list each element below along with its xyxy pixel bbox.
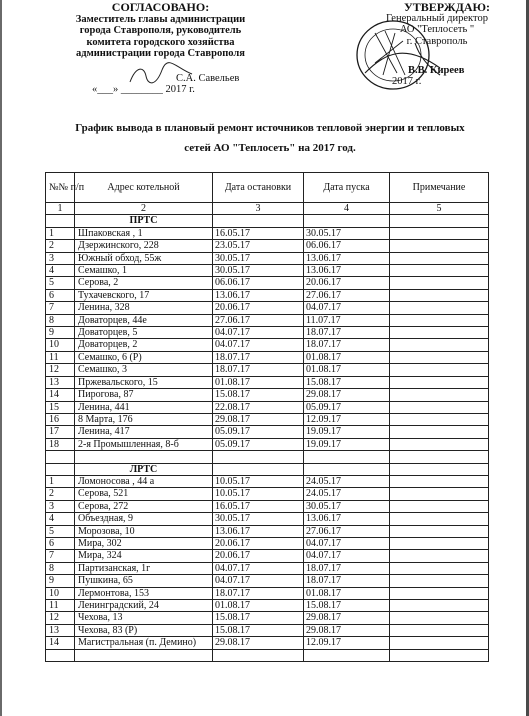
stop-date: 30.05.17	[213, 265, 304, 277]
boiler-address: Морозова, 10	[75, 525, 213, 537]
row-number: 13	[46, 376, 75, 388]
stop-date: 10.05.17	[213, 488, 304, 500]
boiler-address: Ленинградский, 24	[75, 599, 213, 611]
row-number: 14	[46, 389, 75, 401]
column-header: Адрес котельной	[75, 173, 213, 203]
row-number: 2	[46, 488, 75, 500]
approval-line: Заместитель главы администрации	[75, 14, 246, 26]
confirm-date: 2017 г.	[392, 76, 422, 87]
table-row	[46, 302, 489, 314]
note	[390, 277, 489, 289]
boiler-address: Шпаковская , 1	[75, 227, 213, 239]
table-row	[46, 277, 489, 289]
note	[390, 537, 489, 549]
blank-cell	[304, 451, 390, 463]
boiler-address: Доваторцев, 2	[75, 339, 213, 351]
stop-date: 30.05.17	[213, 513, 304, 525]
row-number: 5	[46, 525, 75, 537]
start-date: 18.07.17	[304, 562, 390, 574]
confirm-signature: В.В. Киреев	[408, 65, 465, 76]
stop-date: 13.06.17	[213, 289, 304, 301]
boiler-address: Ленина, 417	[75, 426, 213, 438]
note	[390, 525, 489, 537]
boiler-address: Ломоносова , 44 а	[75, 475, 213, 487]
table-row	[46, 488, 489, 500]
row-number: 6	[46, 289, 75, 301]
row-number: 6	[46, 537, 75, 549]
row-number: 2	[46, 240, 75, 252]
note	[390, 562, 489, 574]
start-date: 06.06.17	[304, 240, 390, 252]
blank-row	[46, 649, 489, 661]
column-header: Примечание	[390, 173, 489, 203]
boiler-address: Дзержинского, 228	[75, 240, 213, 252]
row-number: 4	[46, 513, 75, 525]
start-date: 29.08.17	[304, 612, 390, 624]
table-row	[46, 612, 489, 624]
title-line: График вывода в плановый ремонт источников тепловой энергии и тепловых	[75, 122, 465, 134]
boiler-address: Пушкина, 65	[75, 575, 213, 587]
start-date: 19.09.17	[304, 438, 390, 450]
note	[390, 401, 489, 413]
stop-date: 04.07.17	[213, 575, 304, 587]
note	[390, 413, 489, 425]
note	[390, 252, 489, 264]
stop-date: 20.06.17	[213, 537, 304, 549]
approval-signature: С.А. Савельев	[176, 73, 240, 84]
table-row	[46, 426, 489, 438]
start-date: 13.06.17	[304, 513, 390, 525]
stop-date: 23.05.17	[213, 240, 304, 252]
row-number: 11	[46, 351, 75, 363]
start-date: 24.05.17	[304, 488, 390, 500]
table-row	[46, 500, 489, 512]
start-date: 30.05.17	[304, 227, 390, 239]
note	[390, 575, 489, 587]
row-number: 15	[46, 401, 75, 413]
note	[390, 599, 489, 611]
blank-cell	[213, 649, 304, 661]
table-row	[46, 438, 489, 450]
row-number: 8	[46, 562, 75, 574]
table-body	[46, 203, 489, 662]
note	[390, 376, 489, 388]
row-number: 10	[46, 587, 75, 599]
boiler-address: Мира, 324	[75, 550, 213, 562]
note	[390, 314, 489, 326]
table-row	[46, 289, 489, 301]
boiler-address: Доваторцев, 5	[75, 327, 213, 339]
stop-date: 01.08.17	[213, 599, 304, 611]
table-row	[46, 265, 489, 277]
blank-cell	[46, 649, 75, 661]
blank-cell	[46, 451, 75, 463]
stop-date: 10.05.17	[213, 475, 304, 487]
note	[390, 513, 489, 525]
row-number: 7	[46, 302, 75, 314]
stop-date: 15.08.17	[213, 624, 304, 636]
blank-cell	[390, 451, 489, 463]
stop-date: 16.05.17	[213, 227, 304, 239]
start-date: 13.06.17	[304, 265, 390, 277]
table-header-row	[46, 173, 489, 203]
row-number: 8	[46, 314, 75, 326]
note	[390, 364, 489, 376]
column-number-cell: 5	[390, 203, 489, 215]
section-name: ЛРТС	[75, 463, 213, 475]
blank-cell	[75, 451, 213, 463]
table-row	[46, 513, 489, 525]
boiler-address: Пирогова, 87	[75, 389, 213, 401]
start-date: 18.07.17	[304, 339, 390, 351]
start-date: 19.09.17	[304, 426, 390, 438]
note	[390, 240, 489, 252]
row-number: 9	[46, 575, 75, 587]
row-number: 11	[46, 599, 75, 611]
boiler-address: Семашко, 3	[75, 364, 213, 376]
approval-block	[48, 0, 273, 95]
stop-date: 04.07.17	[213, 339, 304, 351]
note	[390, 339, 489, 351]
boiler-address: Мира, 302	[75, 537, 213, 549]
start-date: 12.09.17	[304, 413, 390, 425]
approval-line: администрации города Ставрополя	[76, 47, 245, 59]
section-empty-cell	[390, 215, 489, 227]
stop-date: 18.07.17	[213, 587, 304, 599]
note	[390, 265, 489, 277]
table-row	[46, 562, 489, 574]
document-title	[70, 118, 470, 158]
approval-line: города Ставрополя, руководитель	[79, 25, 242, 37]
note	[390, 389, 489, 401]
start-date: 20.06.17	[304, 277, 390, 289]
start-date: 01.08.17	[304, 351, 390, 363]
column-number-cell: 2	[75, 203, 213, 215]
confirm-line: АО "Теплосеть "	[399, 24, 475, 36]
stop-date: 29.08.17	[213, 413, 304, 425]
table-row	[46, 240, 489, 252]
row-number: 18	[46, 438, 75, 450]
row-number: 12	[46, 612, 75, 624]
title-line: сетей АО "Теплосеть" на 2017 год.	[184, 142, 356, 154]
note	[390, 550, 489, 562]
row-number: 5	[46, 277, 75, 289]
start-date: 13.06.17	[304, 252, 390, 264]
row-number: 7	[46, 550, 75, 562]
boiler-address: Серова, 272	[75, 500, 213, 512]
start-date: 01.08.17	[304, 364, 390, 376]
row-number: 4	[46, 265, 75, 277]
stop-date: 15.08.17	[213, 389, 304, 401]
table-row	[46, 550, 489, 562]
column-header: №№ п/п	[46, 173, 75, 203]
section-empty-cell	[304, 215, 390, 227]
start-date: 04.07.17	[304, 537, 390, 549]
boiler-address: Партизанская, 1г	[75, 562, 213, 574]
boiler-address: Южный обход, 55ж	[75, 252, 213, 264]
section-empty-cell	[213, 215, 304, 227]
section-number-cell	[46, 463, 75, 475]
column-number-cell: 1	[46, 203, 75, 215]
note	[390, 587, 489, 599]
boiler-address: Серова, 2	[75, 277, 213, 289]
note	[390, 475, 489, 487]
note	[390, 488, 489, 500]
note	[390, 637, 489, 649]
row-number: 3	[46, 500, 75, 512]
start-date: 30.05.17	[304, 500, 390, 512]
column-number-cell: 3	[213, 203, 304, 215]
table-row	[46, 401, 489, 413]
note	[390, 302, 489, 314]
column-header: Дата пуска	[304, 173, 390, 203]
start-date: 24.05.17	[304, 475, 390, 487]
row-number: 10	[46, 339, 75, 351]
stop-date: 04.07.17	[213, 327, 304, 339]
note	[390, 624, 489, 636]
note	[390, 227, 489, 239]
blank-cell	[390, 649, 489, 661]
row-number: 1	[46, 475, 75, 487]
table-row	[46, 599, 489, 611]
row-number: 3	[46, 252, 75, 264]
table-row	[46, 389, 489, 401]
stop-date: 18.07.17	[213, 364, 304, 376]
note	[390, 612, 489, 624]
table-row	[46, 364, 489, 376]
blank-cell	[213, 451, 304, 463]
stop-date: 18.07.17	[213, 351, 304, 363]
start-date: 18.07.17	[304, 327, 390, 339]
note	[390, 426, 489, 438]
table-row	[46, 537, 489, 549]
row-number: 12	[46, 364, 75, 376]
section-number-cell	[46, 215, 75, 227]
approval-header: СОГЛАСОВАНО:	[111, 0, 210, 14]
start-date: 15.08.17	[304, 376, 390, 388]
blank-row	[46, 451, 489, 463]
approval-date: «___» ________ 2017 г.	[92, 84, 195, 95]
blank-cell	[75, 649, 213, 661]
table-row	[46, 575, 489, 587]
table-row	[46, 252, 489, 264]
stop-date: 06.06.17	[213, 277, 304, 289]
stop-date: 27.06.17	[213, 314, 304, 326]
stop-date: 04.07.17	[213, 562, 304, 574]
section-empty-cell	[304, 463, 390, 475]
stop-date: 05.09.17	[213, 426, 304, 438]
table-row	[46, 624, 489, 636]
start-date: 15.08.17	[304, 599, 390, 611]
start-date: 01.08.17	[304, 587, 390, 599]
section-name: ПРТС	[75, 215, 213, 227]
note	[390, 289, 489, 301]
section-empty-cell	[213, 463, 304, 475]
confirm-header: УТВЕРЖДАЮ:	[403, 0, 491, 14]
section-row	[46, 463, 489, 475]
boiler-address: Объездная, 9	[75, 513, 213, 525]
section-empty-cell	[390, 463, 489, 475]
column-number-cell: 4	[304, 203, 390, 215]
table-row	[46, 227, 489, 239]
note	[390, 351, 489, 363]
boiler-address: Магистральная (п. Демино)	[75, 637, 213, 649]
row-number: 16	[46, 413, 75, 425]
boiler-address: Чехова, 13	[75, 612, 213, 624]
table-row	[46, 314, 489, 326]
stop-date: 16.05.17	[213, 500, 304, 512]
row-number: 9	[46, 327, 75, 339]
boiler-address: Ленина, 328	[75, 302, 213, 314]
stop-date: 01.08.17	[213, 376, 304, 388]
schedule-table	[45, 172, 489, 662]
start-date: 29.08.17	[304, 389, 390, 401]
blank-cell	[304, 649, 390, 661]
start-date: 04.07.17	[304, 302, 390, 314]
start-date: 18.07.17	[304, 575, 390, 587]
note	[390, 438, 489, 450]
boiler-address: Ленина, 441	[75, 401, 213, 413]
boiler-address: 2-я Промышленная, 8-б	[75, 438, 213, 450]
stop-date: 29.08.17	[213, 637, 304, 649]
start-date: 12.09.17	[304, 637, 390, 649]
table-row	[46, 587, 489, 599]
boiler-address: Чехова, 83 (Р)	[75, 624, 213, 636]
boiler-address: Серова, 521	[75, 488, 213, 500]
stop-date: 15.08.17	[213, 612, 304, 624]
boiler-address: Семашко, 1	[75, 265, 213, 277]
boiler-address: Доваторцев, 44е	[75, 314, 213, 326]
column-number-row	[46, 203, 489, 215]
boiler-address: Тухачевского, 17	[75, 289, 213, 301]
start-date: 27.06.17	[304, 289, 390, 301]
table-row	[46, 351, 489, 363]
note	[390, 327, 489, 339]
boiler-address: Семашко, 6 (Р)	[75, 351, 213, 363]
confirm-line: Генеральный директор	[386, 13, 488, 25]
table-row	[46, 637, 489, 649]
confirm-line: г. Ставрополь	[406, 35, 468, 47]
start-date: 05.09.17	[304, 401, 390, 413]
boiler-address: 8 Марта, 176	[75, 413, 213, 425]
stop-date: 20.06.17	[213, 550, 304, 562]
approval-line: комитета городского хозяйства	[86, 36, 235, 48]
stop-date: 22.08.17	[213, 401, 304, 413]
note	[390, 500, 489, 512]
boiler-address: Лермонтова, 153	[75, 587, 213, 599]
table-row	[46, 327, 489, 339]
company-seal	[345, 13, 445, 93]
stop-date: 05.09.17	[213, 438, 304, 450]
start-date: 27.06.17	[304, 525, 390, 537]
stop-date: 20.06.17	[213, 302, 304, 314]
table-row	[46, 413, 489, 425]
stop-date: 30.05.17	[213, 252, 304, 264]
boiler-address: Пржевальского, 15	[75, 376, 213, 388]
row-number: 13	[46, 624, 75, 636]
table-row	[46, 339, 489, 351]
row-number: 17	[46, 426, 75, 438]
table-row	[46, 525, 489, 537]
approval-handwritten-signature	[126, 62, 196, 88]
column-header: Дата остановки	[213, 173, 304, 203]
stop-date: 13.06.17	[213, 525, 304, 537]
section-row	[46, 215, 489, 227]
table-row	[46, 475, 489, 487]
row-number: 14	[46, 637, 75, 649]
row-number: 1	[46, 227, 75, 239]
start-date: 29.08.17	[304, 624, 390, 636]
table-row	[46, 376, 489, 388]
start-date: 04.07.17	[304, 550, 390, 562]
start-date: 11.07.17	[304, 314, 390, 326]
